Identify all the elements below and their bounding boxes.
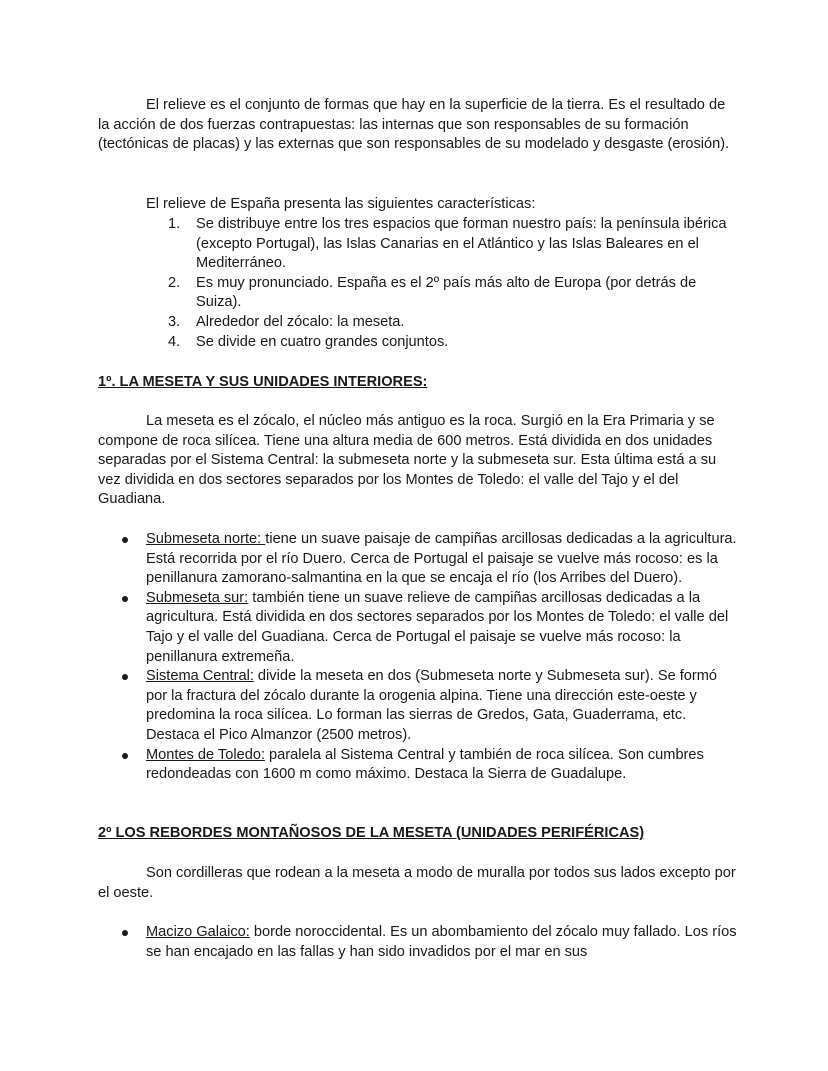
bullet-term: Submeseta sur: — [146, 589, 249, 606]
list-item: 1. Se distribuye entre los tres espacios que forman nuestro país: la península ibérica (excepto Portugal), las Islas Canarias en el Atlántico y las Islas Baleares en el Mediterráneo. — [168, 216, 727, 272]
bullet-term: Submeseta norte: — [146, 531, 266, 547]
bullet-item-sistema-central: Sistema Central: divide la meseta en dos (Submeseta norte y Submeseta sur). Se formó por la fractura del zócalo durante la orogenia alpina. Tiene una dirección este-oeste y predomina la roca silícea. Lo forman las sierras de Gredos, Gata, Guaderrama, etc. Destaca el Pico Almanzor (2500 metros). — [146, 667, 738, 745]
bullet-icon — [122, 753, 128, 759]
list-item: 4. Se divide en cuatro grandes conjuntos. — [168, 333, 449, 350]
section2-bullet-list — [146, 923, 738, 962]
bullet-icon — [122, 596, 128, 602]
characteristics-list — [168, 215, 736, 352]
bullet-term: Macizo Galaico: — [146, 924, 250, 940]
bullet-item-submeseta-norte: Submeseta norte: tiene un suave paisaje de campiñas arcillosas dedicadas a la agricultura. Está recorrida por el río Duero. Cerca de Portugal el paisaje se vuelve más rocoso: es la penillanura zamorano-salmantina en la que se encaja el río (los Arribes del Duero). — [146, 530, 738, 589]
section1-paragraph: La meseta es el zócalo, el núcleo más antiguo es la roca. Surgió en la Era Primaria y se compone de roca silícea. Tiene una altura media de 600 metros. Está dividida en dos unidades separadas por el Sistema Central: la submeseta norte y la submeseta sur. Esta última está a su vez dividida en dos sectores separados por los Montes de Toledo: el valle del Tajo y el del Guadiana. — [98, 413, 717, 508]
intro-paragraph: El relieve es el conjunto de formas que hay en la superficie de la tierra. Es el resultado de la acción de dos fuerzas contrapuestas: las internas que son responsables de su formación (tectónicas de placas) y las externas que son responsables de su modelado y desgaste (erosión). — [98, 97, 730, 153]
section1-bullet-list — [146, 530, 738, 785]
bullet-icon — [122, 537, 128, 543]
bullet-term: Sistema Central: — [146, 668, 254, 685]
bullet-item-submeseta-sur: Submeseta sur: también tiene un suave relieve de campiñas arcillosas dedicadas a la agricultura. Está dividida en dos sectores separados por los Montes de Toledo: el valle del Tajo y el valle del Guadiana. Cerca de Portugal el paisaje se vuelve más rocoso: la penillanura extremeña. — [146, 589, 738, 667]
characteristics-intro: El relieve de España presenta las siguientes características: — [146, 196, 536, 212]
bullet-icon — [122, 674, 128, 680]
list-item: 2. Es muy pronunciado. España es el 2º país más alto de Europa (por detrás de Suiza). — [168, 274, 697, 311]
bullet-term: Montes de Toledo: — [146, 746, 265, 763]
list-item: 3. Alrededor del zócalo: la meseta. — [168, 313, 405, 330]
section2-paragraph: Son cordilleras que rodean a la meseta a modo de muralla por todos sus lados excepto por el oeste. — [98, 865, 736, 901]
section2-heading: 2º LOS REBORDES MONTAÑOSOS DE LA MESETA (UNIDADES PERIFÉRICAS) — [98, 825, 645, 841]
bullet-item-montes-de-toledo: Montes de Toledo: paralela al Sistema Central y también de roca silícea. Son cumbres redondeadas con 1600 m como máximo. Destaca la Sierra de Guadalupe. — [146, 746, 738, 785]
bullet-item-macizo-galaico: Macizo Galaico: borde noroccidental. Es un abombamiento del zócalo muy fallado. Los ríos se han encajado en las fallas y han sido invadidos por el mar en sus — [146, 923, 738, 962]
bullet-icon — [122, 930, 128, 936]
section1-heading: 1º. LA MESETA Y SUS UNIDADES INTERIORES: — [98, 374, 428, 390]
